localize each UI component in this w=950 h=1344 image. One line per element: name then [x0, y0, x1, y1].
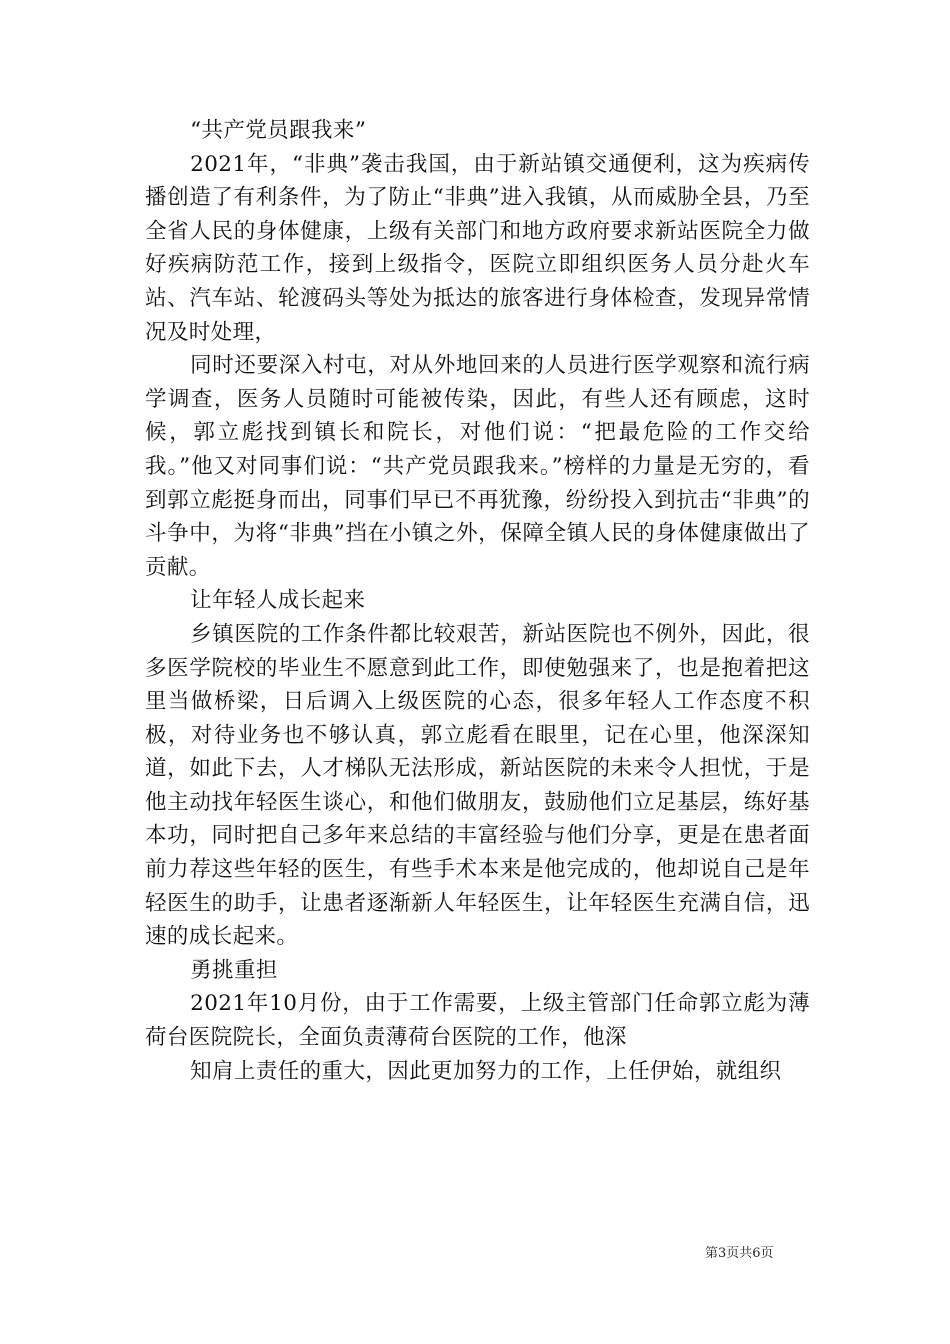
paragraph: 2021年10月份，由于工作需要，上级主管部门任命郭立彪为薄荷台医院院长，全面负责薄荷台医院的工作，他深 [145, 991, 810, 1051]
paragraph: 2021年，“非典”袭击我国，由于新站镇交通便利，这为疾病传播创造了有利条件，为了防止“非典”进入我镇，从而威胁全县，乃至全省人民的身体健康，上级有关部门和地方政府要求新站医院全力做好疾病防范工作，接到上级指令，医院立即组织医务人员分赴火车站、汽车站、轮渡码头等处为抵达的旅客进行身体检查，发现异常情况及时处理， [145, 151, 810, 345]
section-heading: “共产党员跟我来” [190, 118, 367, 143]
section-young-people-grow [145, 584, 810, 954]
section-heading: 让年轻人成长起来 [190, 588, 366, 614]
page-number-footer: 第3页共6页 [705, 1246, 774, 1261]
document-body [145, 114, 810, 1088]
paragraph: 乡镇医院的工作条件都比较艰苦，新站医院也不例外，因此，很多医学院校的毕业生不愿意到此工作，即使勉强来了，也是抱着把这里当做桥梁，日后调入上级医院的心态，很多年轻人工作态度不积极，对待业务也不够认真，郭立彪看在眼里，记在心里，他深深知道，如此下去，人才梯队无法形成，新站医院的未来令人担忧，于是他主动找年轻医生谈心，和他们做朋友，鼓励他们立足基层，练好基本功，同时把自己多年来总结的丰富经验与他们分享，更是在患者面前力荐这些年轻的医生，有些手术本来是他完成的，他却说自己是年轻医生的助手，让患者逐渐新人年轻医生，让年轻医生充满自信，迅速的成长起来。 [145, 621, 810, 950]
paragraph: 同时还要深入村屯，对从外地回来的人员进行医学观察和流行病学调查，医务人员随时可能被传染，因此，有些人还有顾虑，这时候，郭立彪找到镇长和院长，对他们说：“把最危险的工作交给我。”他又对同事们说：“共产党员跟我来。”榜样的力量是无穷的，看到郭立彪挺身而出，同事们早已不再犹豫，纷纷投入到抗击“非典”的斗争中，为将“非典”挡在小镇之外，保障全镇人民的身体健康做出了贡献。 [145, 353, 810, 580]
section-heading: 勇挑重担 [190, 957, 278, 983]
paragraph: 知肩上责任的重大，因此更加努力的工作，上任伊始，就组织 [190, 1058, 782, 1084]
section-communist-follow-me [145, 114, 810, 584]
section-shoulder-responsibility [145, 954, 810, 1088]
